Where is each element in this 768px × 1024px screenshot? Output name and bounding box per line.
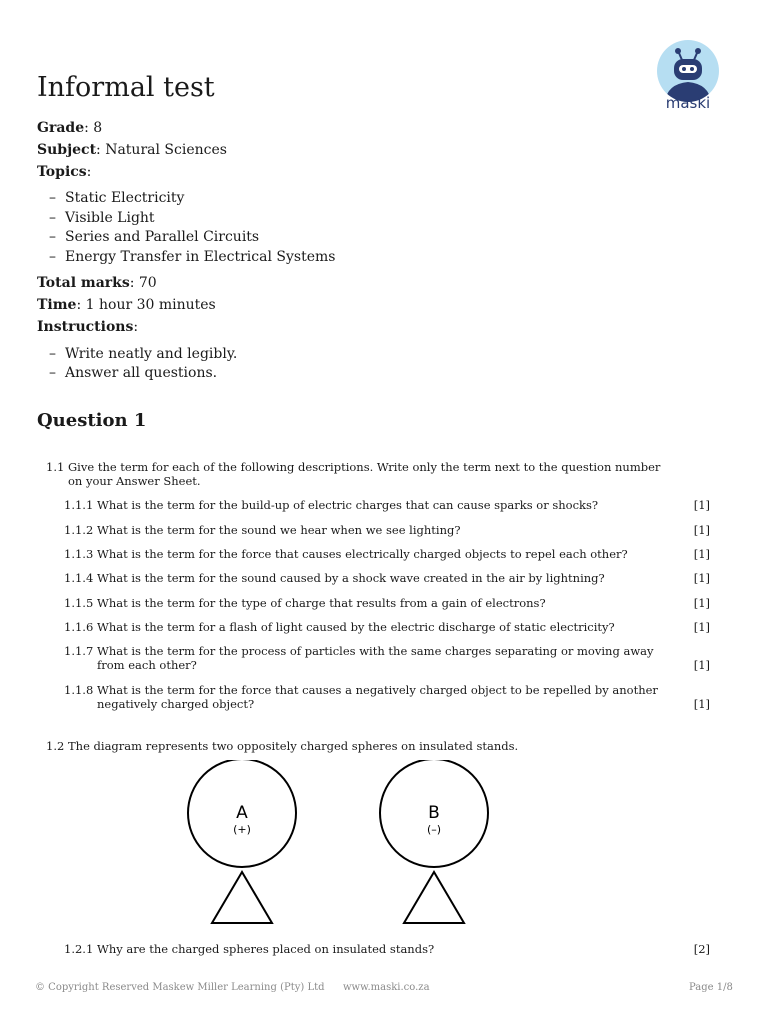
grade-label: Grade — [37, 120, 85, 136]
time-line — [37, 296, 216, 314]
logo-text: maski — [665, 94, 711, 112]
instruction-item: – Write neatly and legibly. — [49, 345, 237, 363]
q1-2-text: The diagram represents two oppositely charged spheres on insulated stands. — [68, 739, 519, 753]
instruction-item: – Answer all questions. — [49, 364, 217, 382]
subject-line — [37, 141, 227, 159]
sphere-a — [188, 760, 296, 923]
q1-1-text-line2: on your Answer Sheet. — [68, 474, 201, 488]
subquestion-number: 1.1.3 — [64, 547, 94, 561]
subquestion-number: 1.1.6 — [64, 620, 94, 634]
subquestion-mark: [1] — [693, 571, 710, 585]
instructions-line: Instructions: — [37, 319, 139, 335]
subquestion-text-cont: from each other? — [97, 658, 197, 672]
subject-value: : Natural Sciences — [96, 142, 227, 158]
subquestion-text: What is the term for the sound we hear when we see lighting? — [97, 523, 461, 537]
sphere-b — [380, 760, 488, 923]
q1-2-number: 1.2 — [46, 739, 65, 753]
stand-b — [404, 872, 464, 923]
subquestion-text: What is the term for the process of particles with the same charges separating or moving away — [97, 644, 654, 658]
total-marks-line — [37, 274, 157, 292]
subquestion-number: 1.1.7 — [64, 644, 94, 658]
subquestion-number: 1.1.5 — [64, 596, 94, 610]
subquestion-text: What is the term for the force that causes electrically charged objects to repel each other? — [97, 547, 628, 561]
sphere-b-label: B — [428, 803, 440, 823]
subquestion-number: 1.1.1 — [64, 498, 94, 512]
subject-label: Subject — [37, 142, 97, 158]
sphere-a-label: A — [236, 803, 248, 823]
subquestion-mark: [1] — [693, 523, 710, 537]
q1-1-text-line1: Give the term for each of the following descriptions. Write only the term next to the question number — [68, 460, 661, 474]
q1-2-1-text: Why are the charged spheres placed on insulated stands? — [97, 942, 435, 956]
subquestion-mark: [1] — [693, 596, 710, 610]
question-1-heading: Question 1 — [37, 410, 147, 431]
subquestion-number: 1.1.4 — [64, 571, 94, 585]
sphere-b-charge: (–) — [426, 823, 442, 836]
footer-copyright: © Copyright Reserved Maskew Miller Learning (Pty) Ltd — [35, 982, 325, 993]
charged-spheres-diagram — [180, 760, 500, 930]
subquestion-text: What is the term for the type of charge that results from a gain of electrons? — [97, 596, 546, 610]
topics-line: Topics: — [37, 164, 92, 180]
q1-2-1-number: 1.2.1 — [64, 942, 94, 956]
topic-item: – Energy Transfer in Electrical Systems — [49, 248, 335, 266]
instructions-label: Instructions — [37, 319, 134, 335]
time-value: : 1 hour 30 minutes — [76, 297, 216, 313]
robot-icon — [657, 40, 719, 102]
footer-page-number: Page 1/8 — [689, 982, 733, 993]
subquestion-text-cont: negatively charged object? — [97, 697, 255, 711]
stand-a — [212, 872, 272, 923]
q1-2-1-mark: [2] — [693, 942, 710, 956]
topic-item: – Visible Light — [49, 209, 155, 227]
total-marks-label: Total marks — [37, 275, 130, 291]
subquestion-text: What is the term for the force that causes a negatively charged object to be repelled by another — [97, 683, 658, 697]
sphere-a-charge: (+) — [233, 823, 251, 836]
topics-label: Topics — [37, 164, 87, 180]
subquestion-mark: [1] — [693, 498, 710, 512]
q1-1-number: 1.1 — [46, 460, 65, 474]
subquestion-mark: [1] — [693, 697, 710, 711]
subquestion-mark: [1] — [693, 547, 710, 561]
footer-website[interactable]: www.maski.co.za — [343, 982, 430, 993]
topic-item: – Series and Parallel Circuits — [49, 228, 259, 246]
total-marks-value: : 70 — [129, 275, 157, 291]
time-label: Time — [37, 297, 77, 313]
subquestion-text: What is the term for the sound caused by a shock wave created in the air by lightning? — [97, 571, 605, 585]
subquestion-text: What is the term for a flash of light caused by the electric discharge of static electricity? — [97, 620, 615, 634]
page-title: Informal test — [37, 72, 215, 103]
topic-item: – Static Electricity — [49, 189, 184, 207]
grade-value: : 8 — [84, 120, 103, 136]
subquestion-mark: [1] — [693, 658, 710, 672]
subquestion-mark: [1] — [693, 620, 710, 634]
subquestion-number: 1.1.8 — [64, 683, 94, 697]
maski-logo — [657, 40, 719, 102]
grade-line — [37, 119, 102, 137]
subquestion-text: What is the term for the build-up of electric charges that can cause sparks or shocks? — [97, 498, 599, 512]
subquestion-number: 1.1.2 — [64, 523, 94, 537]
